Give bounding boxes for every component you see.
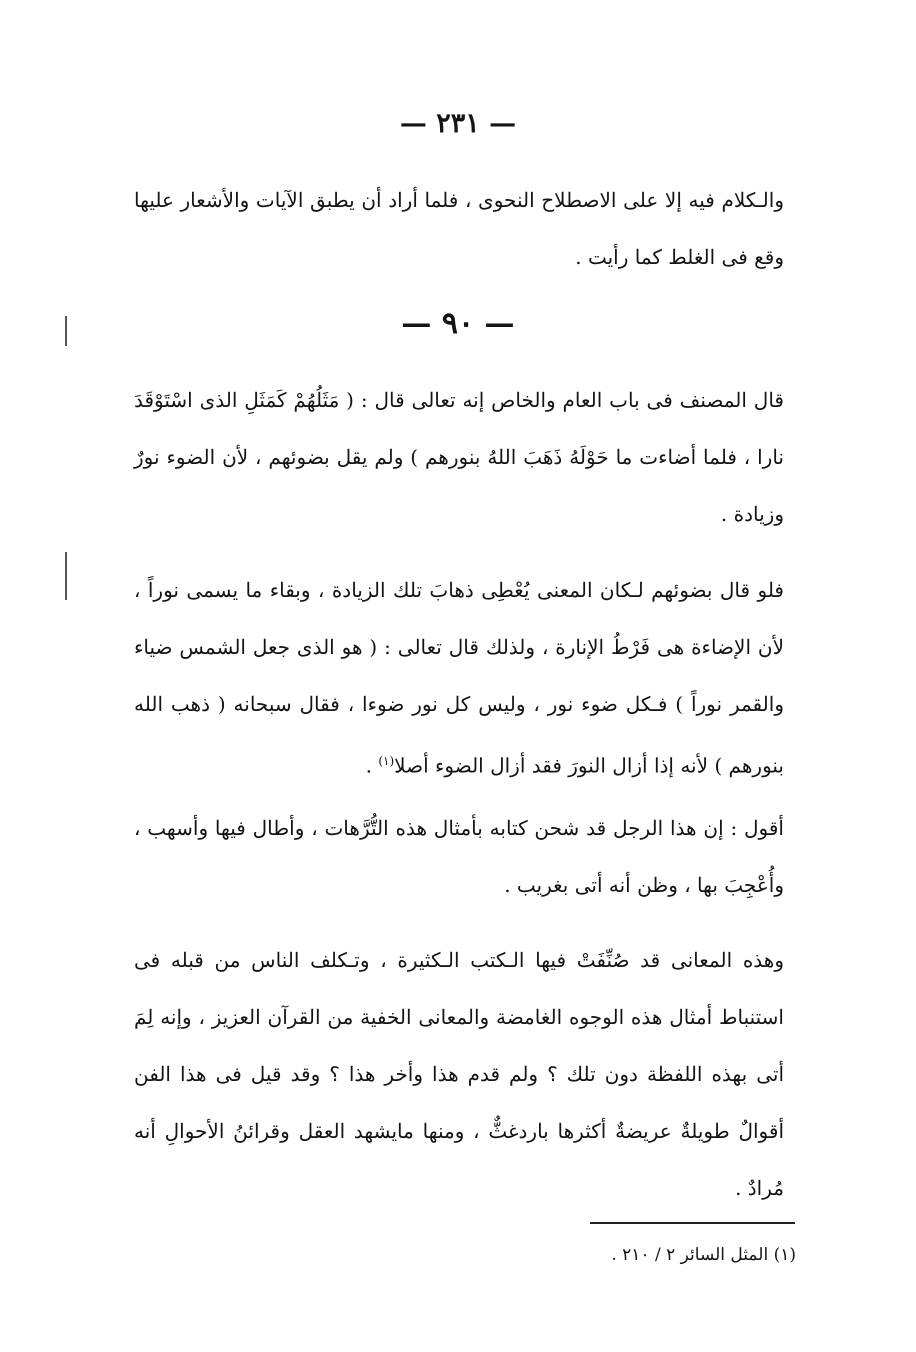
paragraph-text: قال المصنف فى باب العام والخاص إنه تعالى قال : ( مَثَلُهُمْ كَمَثَلِ الذى اسْتَوْقَدَ نارا ، فلما أضاءت ما حَوْلَهُ ذَهَبَ اللهُ بنورهم ) ولم يقل بضوئهم ، لأن الضوء نورٌ وزيادة . [134, 388, 784, 526]
paragraph-end: . [365, 753, 379, 778]
paragraph-2 [134, 562, 784, 795]
intro-text: والـكلام فيه إلا على الاصطلاح النحوى ، فلما أراد أن يطبق الآيات والأشعار عليها وقع فى الغلط كما رأيت . [134, 188, 784, 269]
paragraph-text [134, 562, 784, 795]
section-number: — ٩٠ — [401, 306, 515, 341]
margin-mark [65, 552, 67, 600]
footnote-divider [590, 1222, 795, 1224]
footnote: (١) المثل السائر ٢ / ٢١٠ . [611, 1245, 796, 1265]
paragraph-3 [134, 800, 784, 914]
paragraph-4 [134, 932, 784, 1217]
paragraph-text: أقول : إن هذا الرجل قد شحن كتابه بأمثال هذه التُّرَّهات ، وأطال فيها وأسهب ، وأُعْجِبَ بها ، وظن أنه أتى بغريب . [134, 816, 784, 897]
page-number: — ٢٣١ — [399, 108, 517, 139]
margin-mark [65, 316, 67, 346]
paragraph-1 [134, 372, 784, 543]
footnote-marker: (١) [378, 754, 395, 768]
intro-paragraph [134, 172, 784, 286]
paragraph-text: وهذه المعانى قد صُنِّفَتْ فيها الـكتب الـكثيرة ، وتـكلف الناس من قبله فى استنباط أمثال هذه الوجوه الغامضة والمعانى الخفية من القرآن العزيز ، وإنه لِمَ أتى بهذه اللفظة دون تلك ؟ ولم قدم هذا وأخر هذا ؟ وقد قيل فى هذا الفن أقوالٌ طويلةٌ عريضةٌ أكثرها باردغثٌّ ، ومنها مايشهد العقل وقرائنُ الأحوالِ أنه مُرادٌ . [134, 948, 784, 1200]
paragraph-body: فلو قال بضوئهم لـكان المعنى يُعْطِى ذهابَ تلك الزيادة ، وبقاء ما يسمى نوراً ، لأن الإضاءة هى فَرْطُ الإنارة ، ولذلك قال تعالى : ( هو الذى جعل الشمس ضياء والقمر نوراً ) فـكل ضوء نور ، وليس كل نور ضوءا ، فقال سبحانه ( ذهب الله بنورهم ) لأنه إذا أزال النورَ فقد أزال الضوء أصلا [134, 578, 784, 778]
